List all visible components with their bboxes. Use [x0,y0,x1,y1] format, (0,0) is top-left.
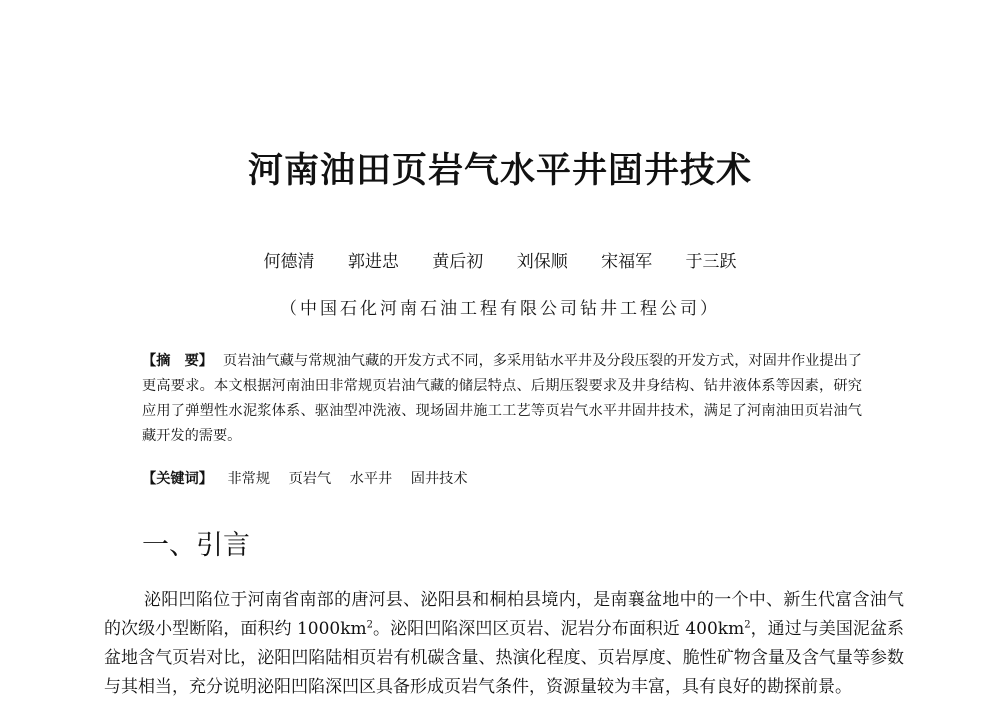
body-paragraph [104,586,904,702]
body-text-part: 。泌阳凹陷深凹区页岩、泥岩分布面积近 400km [373,619,745,639]
author-name: 黄后初 [432,252,484,272]
author-name: 刘保顺 [516,252,568,272]
body-text-part: 泌阳凹陷位于河南省南部的唐河县、泌阳县和桐柏县境内，是南襄盆地中的一个中、新生代富含油气的次级小型断陷，面积约 1000km [104,590,904,639]
superscript: 2 [744,619,751,631]
abstract-text: 页岩油气藏与常规油气藏的开发方式不同，多采用钻水平井及分段压裂的开发方式，对固井作业提出了更高要求。本文根据河南油田非常规页岩油气藏的储层特点、后期压裂要求及井身结构、钻井液体系等因素，研究应用了弹塑性水泥浆体系、驱油型冲洗液、现场固井施工工艺等页岩气水平井固井技术，满足了河南油田页岩油气藏开发的需要。 [142,353,862,444]
author-name: 郭进忠 [347,252,399,272]
abstract-label: 【摘 要】 [142,353,213,369]
author-list [0,247,1000,272]
paper-title: 河南油田页岩气水平井固井技术 [247,151,752,191]
author-name: 宋福军 [601,252,653,272]
author-name: 于三跃 [685,252,737,272]
keyword: 固井技术 [410,471,468,487]
keyword: 非常规 [227,471,271,487]
section-heading: 一、引言 [142,530,250,561]
abstract [142,349,862,449]
body-text-part: ，通过与美国泥盆系盆地含气页岩对比，泌阳凹陷陆相页岩有机碳含量、热演化程度、页岩厚度、脆性矿物含量及含气量等参数与其相当，充分说明泌阳凹陷深凹区具备形成页岩气条件，资源量较为丰富，具有良好的勘探前景。 [104,619,904,697]
keyword: 页岩气 [288,471,332,487]
author-name: 何德清 [263,252,315,272]
keywords-label: 【关键词】 [142,471,213,487]
author-affiliation: （中国石化河南石油工程有限公司钻井工程公司） [280,299,720,319]
superscript: 2 [366,619,374,631]
keyword: 水平井 [349,471,393,487]
keywords [142,467,862,492]
